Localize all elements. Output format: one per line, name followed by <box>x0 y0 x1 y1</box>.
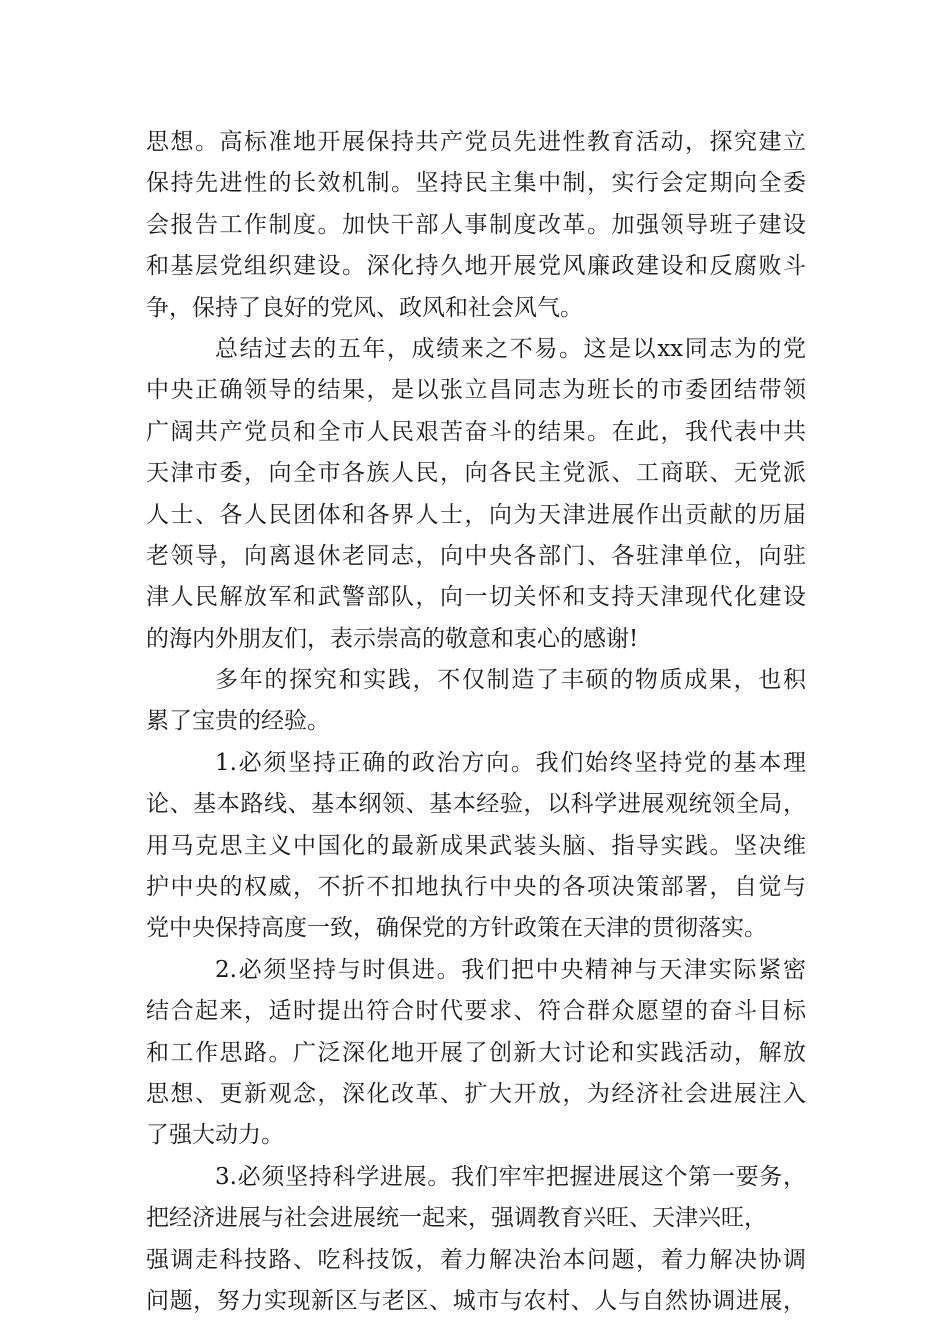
text-line: 护中央的权威，不折不扣地执行中央的各项决策部署，自觉与 <box>146 874 806 901</box>
paragraph <box>146 329 806 660</box>
text-line: 用马克思主义中国化的最新成果武装头脑、指导实践。坚决维 <box>146 832 806 859</box>
paragraph <box>146 1157 806 1323</box>
text-line: 多年的探究和实践，不仅制造了丰硕的物质成果，也积 <box>215 667 806 694</box>
paragraph <box>146 743 806 950</box>
text-line: 问题，努力实现新区与老区、城市与农村、人与自然协调进展， <box>146 1287 806 1314</box>
text-line: 人士、各人民团体和各界人士，向为天津进展作出贡献的历届 <box>146 501 806 528</box>
paragraph <box>146 660 806 743</box>
text-line: 津人民解放军和武警部队，向一切关怀和支持天津现代化建设 <box>146 584 806 611</box>
text-line: 了强大动力。 <box>146 1122 284 1149</box>
text-line: 的海内外朋友们，表示崇高的敬意和衷心的感谢! <box>146 625 639 652</box>
text-line: 思想。高标准地开展保持共产党员先进性教育活动，探究建立 <box>146 129 806 155</box>
text-line: 党中央保持高度一致，确保党的方针政策在天津的贯彻落实。 <box>146 915 767 942</box>
text-line: 天津市委，向全市各族人民，向各民主党派、工商联、无党派 <box>146 460 806 487</box>
text-line: 累了宝贵的经验。 <box>146 708 330 735</box>
paragraph <box>146 950 806 1157</box>
text-line: 3.必须坚持科学进展。我们牢牢把握进展这个第一要务， <box>215 1163 806 1190</box>
text-line: 保持先进性的长效机制。坚持民主集中制，实行会定期向全委 <box>146 170 806 197</box>
text-line: 论、基本路线、基本纲领、基本经验，以科学进展观统领全局， <box>146 791 806 818</box>
text-line: 总结过去的五年，成绩来之不易。这是以xx同志为的党 <box>215 335 806 362</box>
paragraph <box>146 122 806 329</box>
text-line: 思想、更新观念，深化改革、扩大开放，为经济社会进展注入 <box>146 1080 806 1107</box>
text-line: 和工作思路。广泛深化地开展了创新大讨论和实践活动，解放 <box>146 1039 806 1066</box>
text-line: 结合起来，适时提出符合时代要求、符合群众愿望的奋斗目标 <box>146 998 806 1025</box>
text-line: 老领导，向离退休老同志，向中央各部门、各驻津单位，向驻 <box>146 542 806 569</box>
text-line: 和基层党组织建设。深化持久地开展党风廉政建设和反腐败斗 <box>146 253 806 280</box>
text-line: 把经济进展与社会进展统一起来，强调教育兴旺、天津兴旺， <box>146 1205 767 1232</box>
text-line: 2.必须坚持与时俱进。我们把中央精神与天津实际紧密 <box>215 956 806 983</box>
text-line: 会报告工作制度。加快干部人事制度改革。加强领导班子建设 <box>146 211 806 238</box>
document-body <box>146 122 806 1322</box>
text-line: 强调走科技路、吃科技饭，着力解决治本问题，着力解决协调 <box>146 1246 806 1273</box>
text-line: 中央正确领导的结果，是以张立昌同志为班长的市委团结带领 <box>146 377 806 404</box>
text-line: 争，保持了良好的党风、政风和社会风气。 <box>146 294 583 321</box>
text-line: 广阔共产党员和全市人民艰苦奋斗的结果。在此，我代表中共 <box>146 418 806 445</box>
text-line: 1.必须坚持正确的政治方向。我们始终坚持党的基本理 <box>215 749 806 776</box>
